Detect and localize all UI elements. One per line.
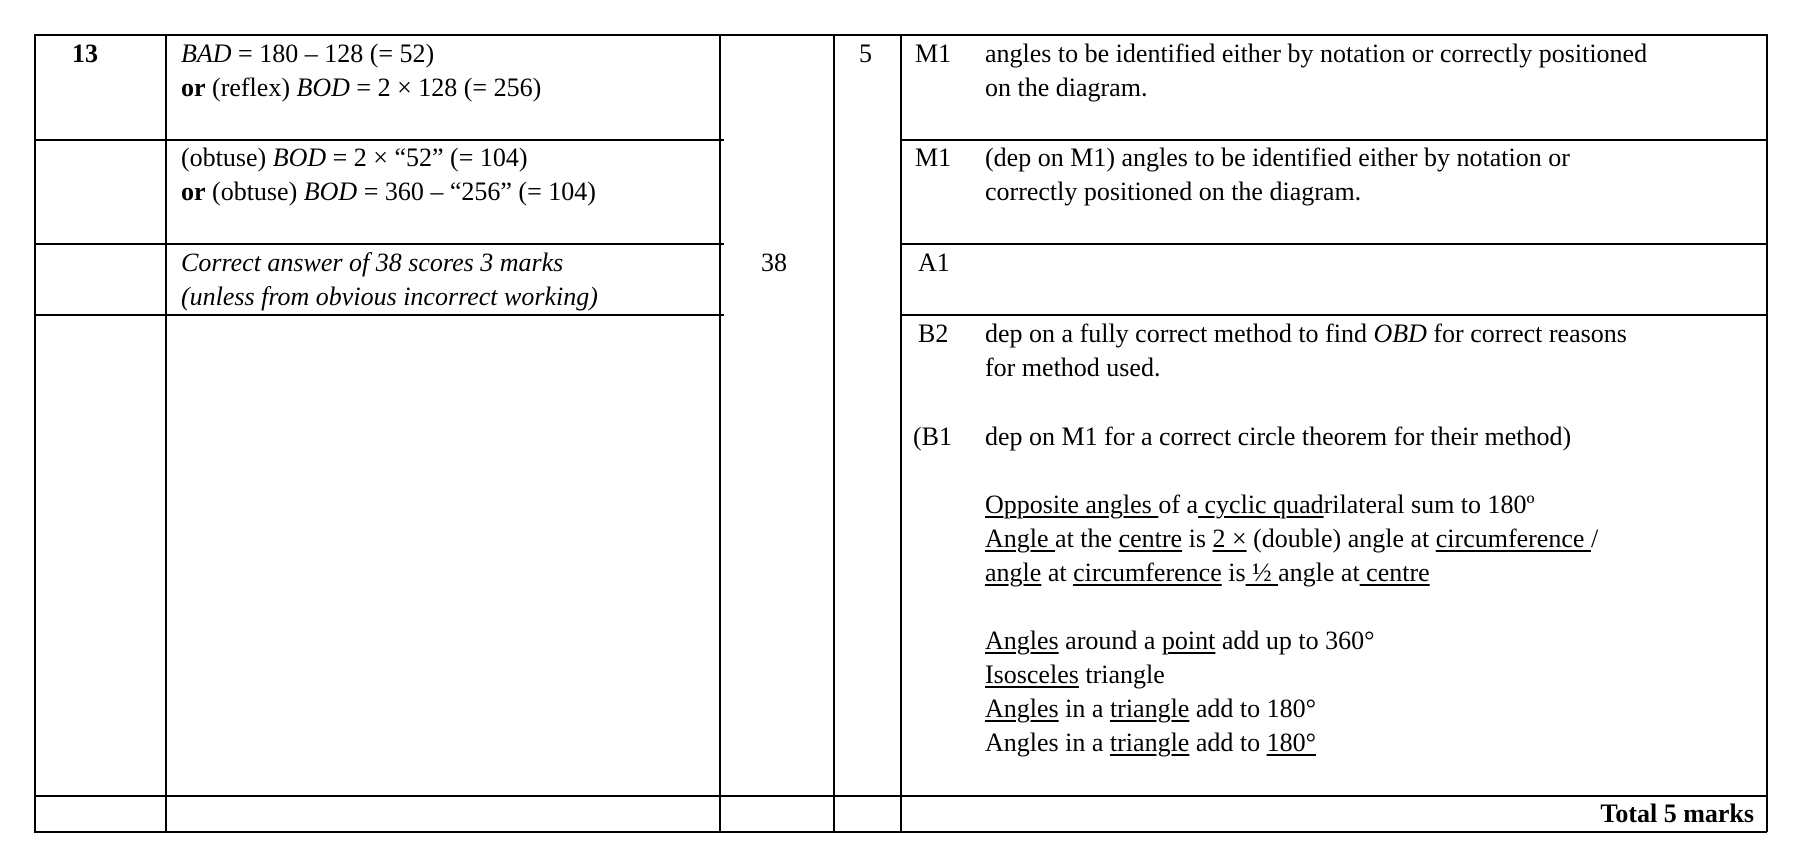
key-word: centre <box>1359 558 1430 587</box>
total-marks: Total 5 marks <box>1600 799 1754 828</box>
working-text: (obtuse) <box>181 143 273 172</box>
working-line <box>181 71 541 105</box>
reason-text: add to <box>1189 728 1267 757</box>
reason-line <box>985 522 1598 556</box>
reason-text: (double) angle at <box>1246 524 1436 553</box>
guidance-line: for method used. <box>985 353 1161 382</box>
working-text: = 180 – 128 (= 52) <box>231 39 435 68</box>
working-line <box>181 141 528 175</box>
guidance-text: for correct reasons <box>1426 319 1627 348</box>
key-word: Angles <box>985 626 1059 655</box>
reason-line <box>985 556 1430 590</box>
answer-value: 38 <box>761 248 787 277</box>
key-word: triangle <box>1109 694 1190 723</box>
reason-line <box>985 658 1165 692</box>
mark-code: B2 <box>918 319 949 348</box>
column-divider <box>165 34 167 832</box>
guidance-line: dep on M1 for a correct circle theorem for their method) <box>985 422 1572 451</box>
reason-text: in a <box>1058 694 1110 723</box>
answer-note-line: Correct answer of 38 scores 3 marks <box>181 248 564 277</box>
reason-text: add up to 360° <box>1215 626 1375 655</box>
key-word: circumference <box>1073 558 1222 587</box>
mark-code: M1 <box>915 39 952 68</box>
key-word: Opposite angles <box>985 490 1159 519</box>
key-word: cyclic quad <box>1198 490 1324 519</box>
reason-text: Angles in a <box>985 728 1110 757</box>
or-label: or <box>181 73 206 102</box>
key-word: Angles <box>985 694 1059 723</box>
key-word: Isosceles <box>985 660 1079 689</box>
guidance-line: on the diagram. <box>985 73 1148 102</box>
angle-name: BOD <box>272 143 327 172</box>
reason-text: is <box>1221 558 1246 587</box>
key-word: angle <box>985 558 1042 587</box>
guidance-line <box>985 317 1627 351</box>
reason-text: angle at <box>1278 558 1360 587</box>
angle-name: BOD <box>303 177 358 206</box>
key-word: 180° <box>1266 728 1317 757</box>
reason-line <box>985 624 1375 658</box>
working-text: = 2 × “52” (= 104) <box>326 143 528 172</box>
key-word: ½ <box>1245 558 1279 587</box>
reason-text: at the <box>1055 524 1119 553</box>
mark-total: 5 <box>859 39 872 68</box>
reason-line <box>985 488 1535 522</box>
reason-text: of a <box>1158 490 1199 519</box>
row-divider <box>900 314 1767 316</box>
key-word: circumference <box>1435 524 1591 553</box>
or-label: or <box>181 177 206 206</box>
angle-name: OBD <box>1373 319 1427 348</box>
working-text: (reflex) <box>205 73 297 102</box>
working-text: (obtuse) <box>205 177 304 206</box>
column-divider <box>833 34 835 832</box>
reason-text: is <box>1182 524 1213 553</box>
working-text: = 360 – “256” (= 104) <box>357 177 596 206</box>
working-text: = 2 × 128 (= 256) <box>349 73 542 102</box>
key-word: centre <box>1118 524 1183 553</box>
key-word: point <box>1161 626 1216 655</box>
reason-text: / <box>1590 524 1599 553</box>
key-word: 2 × <box>1212 524 1247 553</box>
guidance-line: angles to be identified either by notation or correctly positioned <box>985 39 1648 68</box>
row-divider <box>34 243 724 245</box>
guidance-text: dep on a fully correct method to find <box>985 319 1374 348</box>
question-number: 13 <box>72 39 98 68</box>
reason-text: triangle <box>1078 660 1165 689</box>
reason-line <box>985 726 1316 760</box>
working-line <box>181 175 596 209</box>
mark-code: (B1 <box>913 422 952 451</box>
reason-text: around a <box>1058 626 1162 655</box>
working-line <box>181 37 434 71</box>
row-divider <box>34 314 724 316</box>
key-word: triangle <box>1109 728 1190 757</box>
guidance-line: (dep on M1) angles to be identified either by notation or <box>985 143 1570 172</box>
key-word: Angle <box>985 524 1056 553</box>
row-divider <box>900 243 1767 245</box>
reason-text: add to 180° <box>1189 694 1317 723</box>
guidance-line: correctly positioned on the diagram. <box>985 177 1362 206</box>
reason-text: at <box>1041 558 1074 587</box>
angle-name: BOD <box>296 73 350 102</box>
column-divider <box>900 34 902 832</box>
table-border-right <box>1766 34 1768 832</box>
mark-code: A1 <box>918 248 950 277</box>
angle-name: BAD <box>181 39 232 68</box>
mark-code: M1 <box>915 143 952 172</box>
column-divider <box>719 34 721 832</box>
reason-line <box>985 692 1316 726</box>
answer-note-line: (unless from obvious incorrect working) <box>181 282 598 311</box>
table-border-left <box>34 34 36 832</box>
reason-text: rilateral sum to 180º <box>1323 490 1535 519</box>
